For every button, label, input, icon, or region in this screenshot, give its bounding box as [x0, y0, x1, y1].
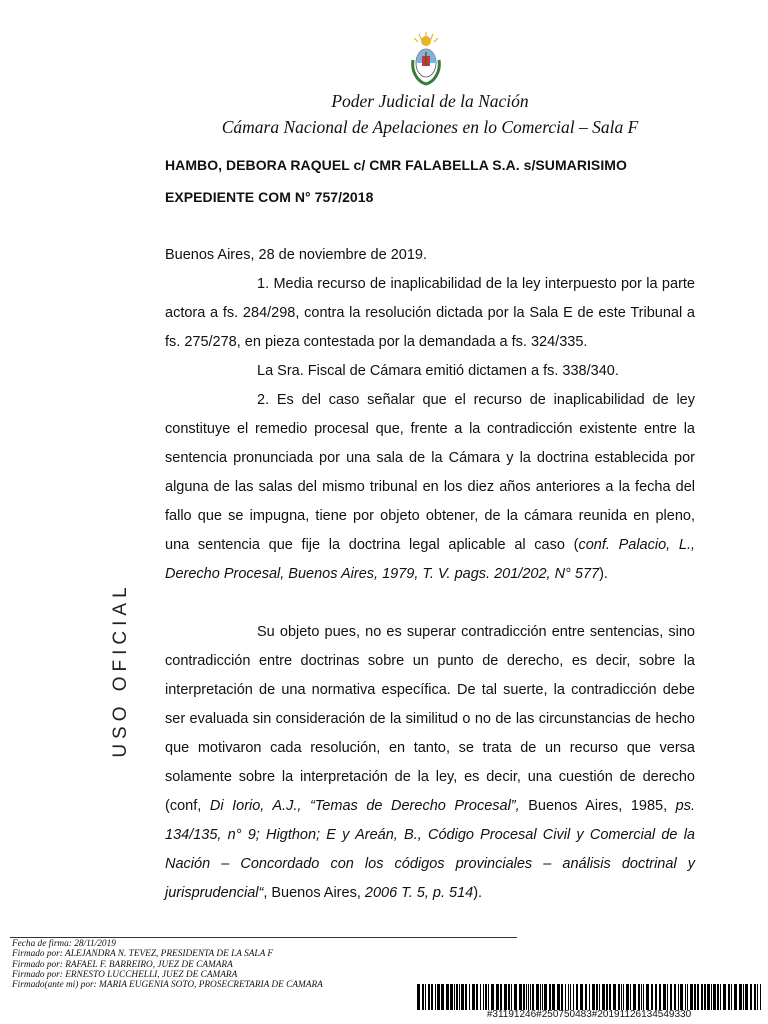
citation-di-iorio: Di Iorio, A.J., “Temas de Derecho Procesal”,	[209, 798, 520, 814]
resolution-body	[165, 241, 695, 908]
citation-palacio: conf. Palacio, L., Derecho Procesal, Buenos Aires, 1979, T. V. pags. 201/202, N° 577	[165, 537, 696, 582]
official-use-stamp	[110, 580, 131, 760]
paragraph-4	[165, 618, 695, 908]
coat-of-arms-icon	[406, 30, 446, 86]
court-name: Poder Judicial de la Nación	[331, 91, 529, 111]
signature-line: Firmado(ante mi) por: MARIA EUGENIA SOTO, PROSECRETARIA DE CAMARA	[12, 980, 323, 991]
signature-block	[12, 939, 432, 990]
paragraph-4-end: ).	[473, 885, 483, 901]
paragraph-4-text: Su objeto pues, no es superar contradicción entre sentencias, sino contradicción entre doctrinas sobre un punto de derecho, es decir, sobre la interpretación de una normativa específica. De tal suerte, la contradicción debe ser evaluada sin consideración de la similitud o no de las circunstancias de hecho que motivaron cada resolución, en tanto, se trata de un recurso que versa solamente sobre la interpretación de la ley, es decir, una cuestión de derecho (conf,	[165, 624, 695, 814]
signature-line: Firmado por: ERNESTO LUCCHELLI, JUEZ DE CAMARA	[12, 969, 238, 980]
citation-highton: ps. 134/135, n° 9; Higthon; E y Areán, B., Código Procesal Civil y Comercial de la Nación – Concordado con los códigos provinciales – análisis doctrinal y jurisprudencial“	[165, 798, 696, 901]
official-use-label: USO OFICIAL	[110, 582, 131, 758]
signature-date: Fecha de firma: 28/11/2019	[12, 939, 116, 949]
paragraph-3	[165, 386, 695, 589]
chamber-name: Cámara Nacional de Apelaciones en lo Comercial – Sala F	[221, 117, 639, 137]
citation-volume: 2006 T. 5, p. 514	[364, 885, 474, 901]
paragraph-4-text-c: , Buenos Aires,	[263, 885, 365, 901]
signature-line: Firmado por: RAFAEL F. BARREIRO, JUEZ DE CAMARA	[12, 959, 233, 970]
date-line: Buenos Aires, 28 de noviembre de 2019.	[165, 247, 427, 263]
case-title: HAMBO, DEBORA RAQUEL c/ CMR FALABELLA S.A. s/SUMARISIMO	[165, 157, 627, 173]
barcode-icon	[417, 984, 761, 1010]
case-number: EXPEDIENTE COM N° 757/2018	[165, 189, 374, 205]
barcode-number: #31191246#250750483#20191126134549330	[486, 1009, 692, 1020]
paragraph-1: 1. Media recurso de inaplicabilidad de la ley interpuesto por la parte actora a fs. 284/298, contra la resolución dictada por la Sala E de este Tribunal a fs. 275/278, en pieza contestada por la demandada a fs. 324/335.	[165, 276, 695, 350]
paragraph-3-end: ).	[599, 566, 608, 582]
paragraph-2: La Sra. Fiscal de Cámara emitió dictamen a fs. 338/340.	[257, 363, 619, 379]
paragraph-4-text-b: Buenos Aires, 1985,	[519, 798, 676, 814]
paragraph-3-text: 2. Es del caso señalar que el recurso de inaplicabilidad de ley constituye el remedio procesal que, frente a la contradicción existente entre la sentencia pronunciada por una sala de la Cámara y la doctrina establecida por alguna de las salas del mismo tribunal en los diez años anteriores a la fecha del fallo que se impugna, tiene por objeto obtener, de la cámara reunida en pleno, una sentencia que fije la doctrina legal aplicable al caso (	[165, 392, 695, 553]
signature-line: Firmado por: ALEJANDRA N. TEVEZ, PRESIDENTA DE LA SALA F	[12, 949, 274, 960]
signature-divider	[10, 937, 517, 938]
